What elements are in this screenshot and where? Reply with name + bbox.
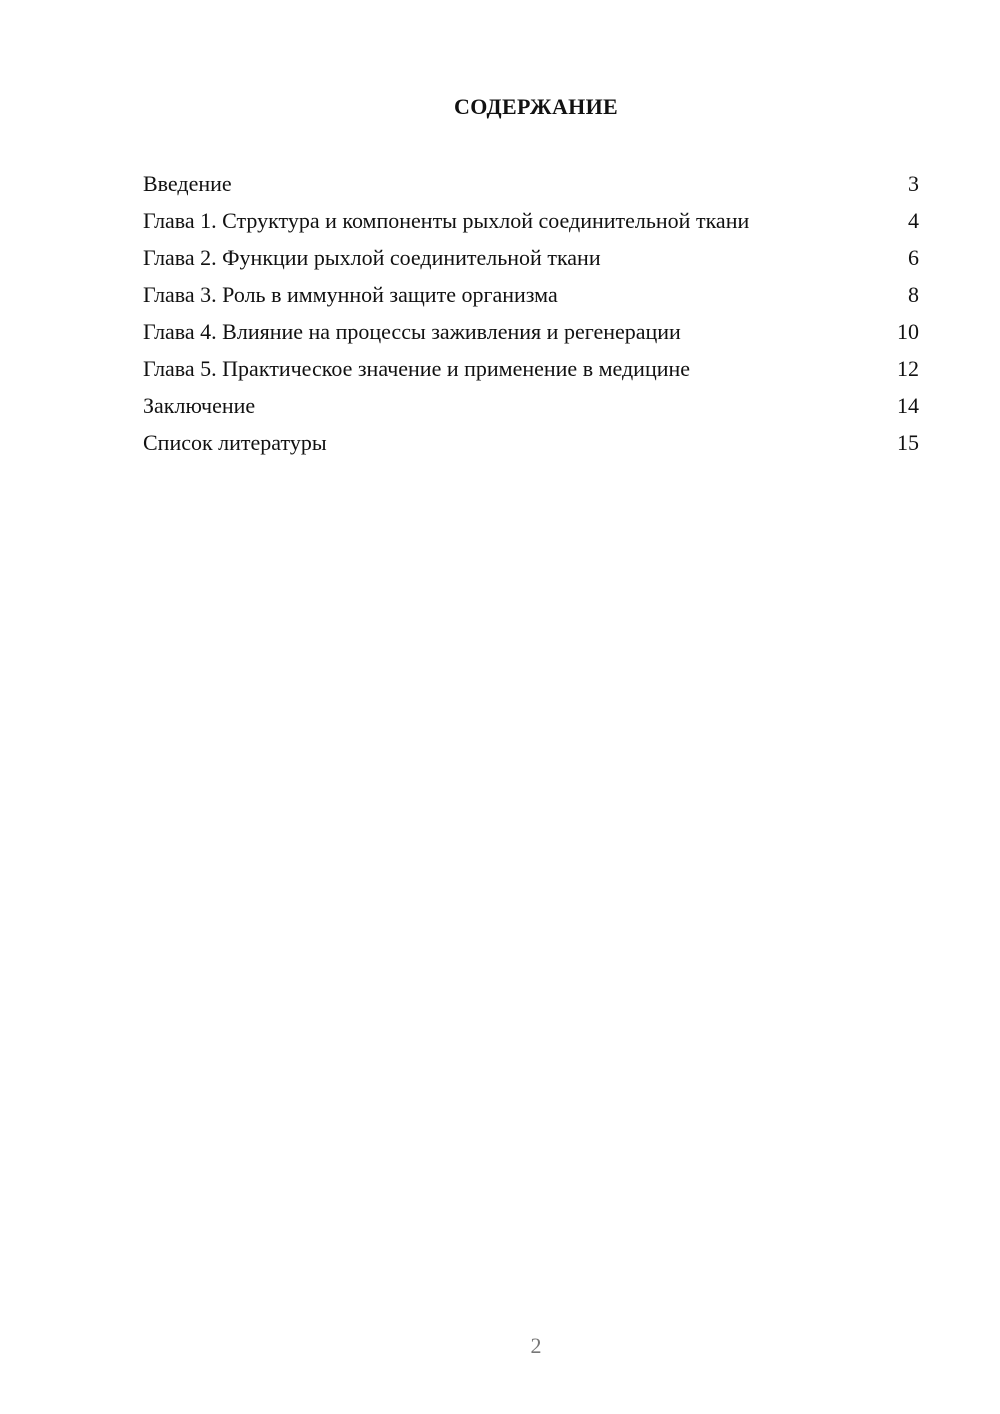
- toc-entry-page: 12: [897, 356, 919, 381]
- toc-entry-page: 8: [908, 282, 919, 307]
- table-of-contents: [143, 170, 919, 466]
- toc-entry-chapter-4[interactable]: [143, 318, 919, 345]
- toc-entry-references[interactable]: [143, 429, 919, 456]
- toc-entry-page: 6: [908, 245, 919, 270]
- toc-entry-chapter-2[interactable]: [143, 244, 919, 271]
- page-number: 2: [530, 1333, 542, 1358]
- toc-entry-chapter-5[interactable]: [143, 355, 919, 382]
- toc-entry-label: Глава 4. Влияние на процессы заживления и регенерации: [143, 319, 681, 344]
- toc-entry-label: Глава 5. Практическое значение и применение в медицине: [143, 356, 691, 381]
- toc-entry-introduction[interactable]: [143, 170, 919, 197]
- toc-entry-chapter-3[interactable]: [143, 281, 919, 308]
- toc-entry-page: 15: [897, 430, 919, 455]
- toc-entry-label: Глава 3. Роль в иммунной защите организма: [143, 282, 558, 307]
- toc-entry-chapter-1[interactable]: [143, 207, 919, 234]
- toc-entry-page: 10: [897, 319, 919, 344]
- toc-entry-label: Список литературы: [143, 430, 327, 455]
- toc-entry-label: Заключение: [143, 393, 256, 418]
- toc-entry-page: 3: [908, 171, 919, 196]
- toc-entry-conclusion[interactable]: [143, 392, 919, 419]
- toc-entry-label: Введение: [143, 171, 232, 196]
- toc-entry-label: Глава 1. Структура и компоненты рыхлой соединительной ткани: [143, 208, 750, 233]
- toc-entry-page: 4: [908, 208, 919, 233]
- toc-entry-label: Глава 2. Функции рыхлой соединительной ткани: [143, 245, 601, 270]
- page-title: СОДЕРЖАНИЕ: [454, 94, 618, 119]
- toc-entry-page: 14: [897, 393, 919, 418]
